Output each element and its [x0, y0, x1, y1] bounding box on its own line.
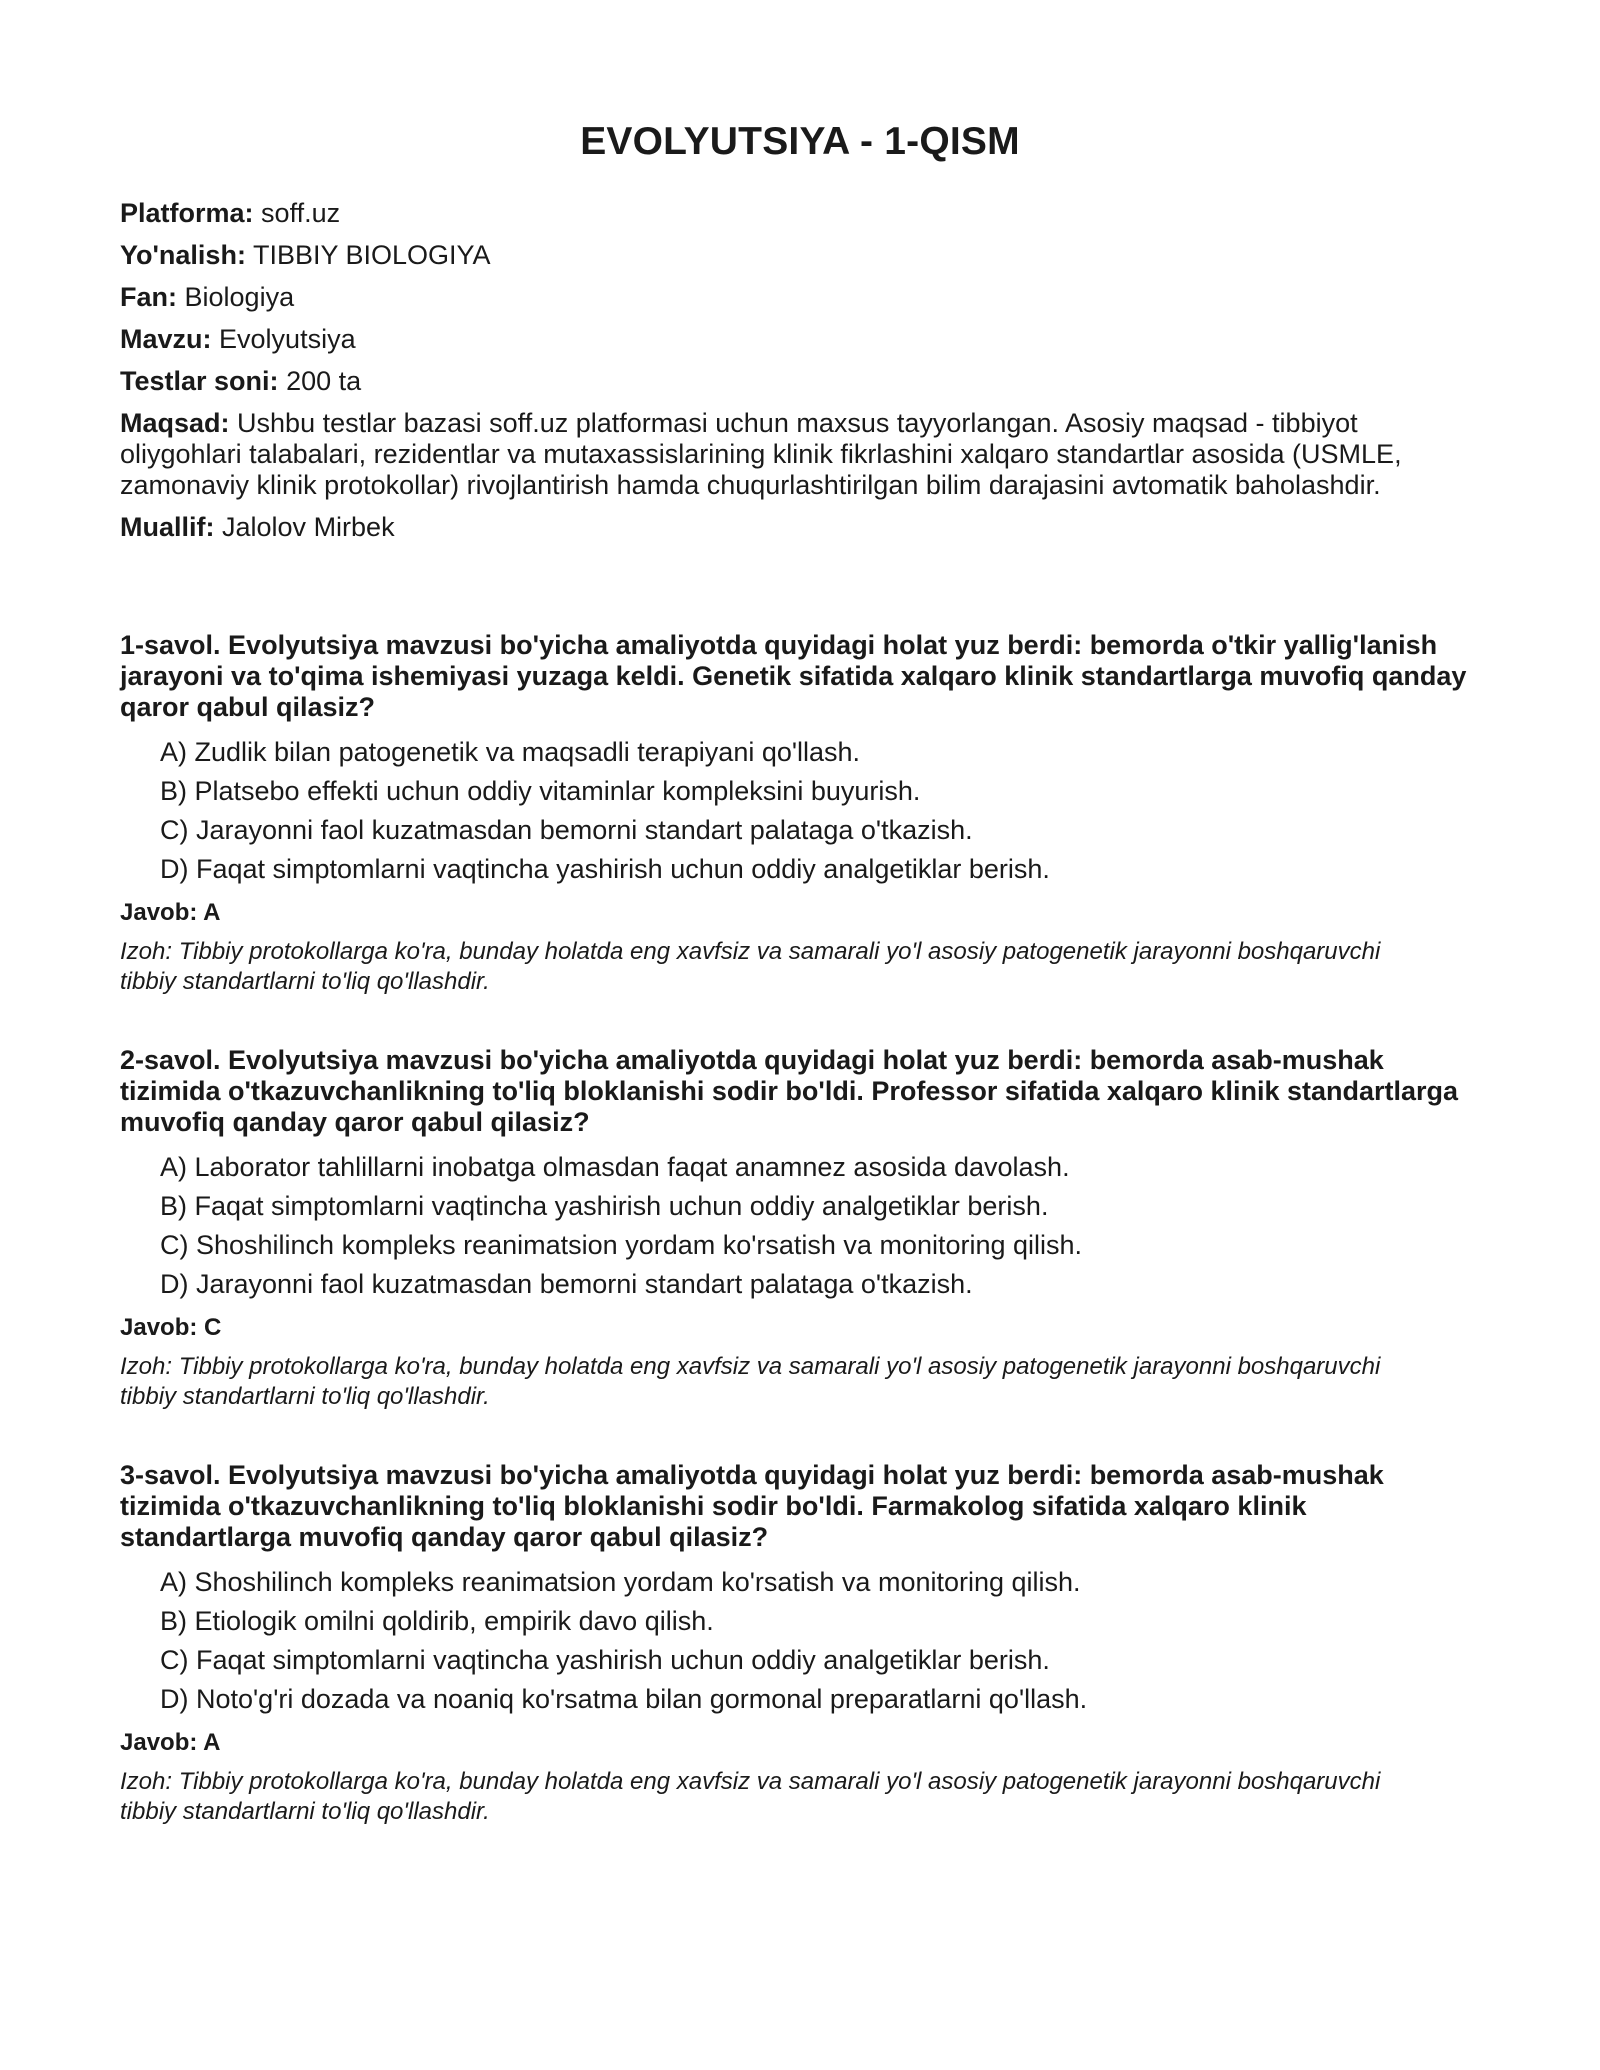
- meta-goal-label: Maqsad:: [120, 408, 230, 438]
- option-c: C) Jarayonni faol kuzatmasdan bemorni standart palataga o'tkazish.: [160, 815, 973, 845]
- meta-goal: [120, 408, 1460, 501]
- option-d: D) Jarayonni faol kuzatmasdan bemorni standart palataga o'tkazish.: [160, 1269, 973, 1299]
- meta-subject-label: Fan:: [120, 282, 177, 312]
- question-text: 1-savol. Evolyutsiya mavzusi bo'yicha amaliyotda quyidagi holat yuz berdi: bemorda o'tkir yallig'lanish jarayoni va to'qima ishemiyasi yuzaga keldi. Genetik sifatida xalqaro klinik standartlarga muvofiq qanday qaror qabul qilasiz?: [120, 630, 1467, 722]
- meta-topic-value: Evolyutsiya: [219, 324, 356, 354]
- option-d: D) Noto'g'ri dozada va noaniq ko'rsatma bilan gormonal preparatlarni qo'llash.: [160, 1684, 1088, 1714]
- meta-author: [120, 512, 1480, 543]
- question-block-3: [120, 1460, 1480, 1827]
- option-c: C) Shoshilinch kompleks reanimatsion yordam ko'rsatish va monitoring qilish.: [160, 1230, 1083, 1260]
- meta-direction-label: Yo'nalish:: [120, 240, 246, 270]
- meta-subject-value: Biologiya: [184, 282, 295, 312]
- meta-platform-label: Platforma:: [120, 198, 254, 228]
- correct-answer: Javob: A: [120, 1729, 221, 1756]
- answer-explanation: Izoh: Tibbiy protokollarga ko'ra, bunday holatda eng xavfsiz va samarali yo'l asosiy patogenetik jarayonni boshqaruvchi tibbiy standartlarni to'liq qo'llashdir.: [120, 1353, 1381, 1410]
- section-spacer: [120, 554, 1480, 630]
- option-c: C) Faqat simptomlarni vaqtincha yashirish uchun oddiy analgetiklar berish.: [160, 1645, 1050, 1675]
- correct-answer: Javob: A: [120, 899, 221, 926]
- meta-platform: [120, 198, 1480, 229]
- meta-topic-label: Mavzu:: [120, 324, 212, 354]
- option-b: B) Platsebo effekti uchun oddiy vitaminlar kompleksini buyurish.: [160, 776, 921, 806]
- meta-subject: [120, 282, 1480, 313]
- option-b: B) Faqat simptomlarni vaqtincha yashirish uchun oddiy analgetiklar berish.: [160, 1191, 1049, 1221]
- document-page: [120, 120, 1480, 1875]
- meta-direction-value: TIBBIY BIOLOGIYA: [252, 240, 491, 270]
- document-title: EVOLYUTSIYA - 1-QISM: [580, 120, 1020, 163]
- option-d: D) Faqat simptomlarni vaqtincha yashirish uchun oddiy analgetiklar berish.: [160, 854, 1050, 884]
- meta-topic: [120, 324, 1480, 355]
- meta-count: [120, 366, 1480, 397]
- meta-author-label: Muallif:: [120, 512, 215, 542]
- answer-explanation: Izoh: Tibbiy protokollarga ko'ra, bunday holatda eng xavfsiz va samarali yo'l asosiy patogenetik jarayonni boshqaruvchi tibbiy standartlarni to'liq qo'llashdir.: [120, 1768, 1381, 1825]
- answer-options: [120, 1152, 1480, 1300]
- correct-answer: Javob: C: [120, 1314, 222, 1341]
- answer-options: [120, 1567, 1480, 1715]
- answer-options: [120, 737, 1480, 885]
- question-text: 3-savol. Evolyutsiya mavzusi bo'yicha amaliyotda quyidagi holat yuz berdi: bemorda asab-mushak tizimida o'tkazuvchanlikning to'liq bloklanishi sodir bo'ldi. Farmakolog sifatida xalqaro klinik standartlarga muvofiq qanday qaror qabul qilasiz?: [120, 1460, 1384, 1552]
- option-b: B) Etiologik omilni qoldirib, empirik davo qilish.: [160, 1606, 714, 1636]
- option-a: A) Laborator tahlillarni inobatga olmasdan faqat anamnez asosida davolash.: [160, 1152, 1070, 1182]
- meta-count-label: Testlar soni:: [120, 366, 279, 396]
- answer-explanation: Izoh: Tibbiy protokollarga ko'ra, bunday holatda eng xavfsiz va samarali yo'l asosiy patogenetik jarayonni boshqaruvchi tibbiy standartlarni to'liq qo'llashdir.: [120, 938, 1381, 995]
- question-block-2: [120, 1045, 1480, 1412]
- option-a: A) Shoshilinch kompleks reanimatsion yordam ko'rsatish va monitoring qilish.: [160, 1567, 1081, 1597]
- meta-author-value: Jalolov Mirbek: [222, 512, 395, 542]
- meta-platform-value: soff.uz: [261, 198, 341, 228]
- question-text: 2-savol. Evolyutsiya mavzusi bo'yicha amaliyotda quyidagi holat yuz berdi: bemorda asab-mushak tizimida o'tkazuvchanlikning to'liq bloklanishi sodir bo'ldi. Professor sifatida xalqaro klinik standartlarga muvofiq qanday qaror qabul qilasiz?: [120, 1045, 1459, 1137]
- meta-direction: [120, 240, 1480, 271]
- question-block-1: [120, 630, 1480, 997]
- meta-count-value: 200 ta: [286, 366, 362, 396]
- meta-goal-value: Ushbu testlar bazasi soff.uz platformasi uchun maxsus tayyorlangan. Asosiy maqsad - tibbiyot oliygohlari talabalari, rezidentlar va mutaxassislarining klinik fikrlashini xalqaro standartlar asosida (USMLE, zamonaviy klinik protokollar) rivojlantirish hamda chuqurlashtirilgan bilim darajasini avtomatik baholashdir.: [120, 408, 1402, 500]
- option-a: A) Zudlik bilan patogenetik va maqsadli terapiyani qo'llash.: [160, 737, 861, 767]
